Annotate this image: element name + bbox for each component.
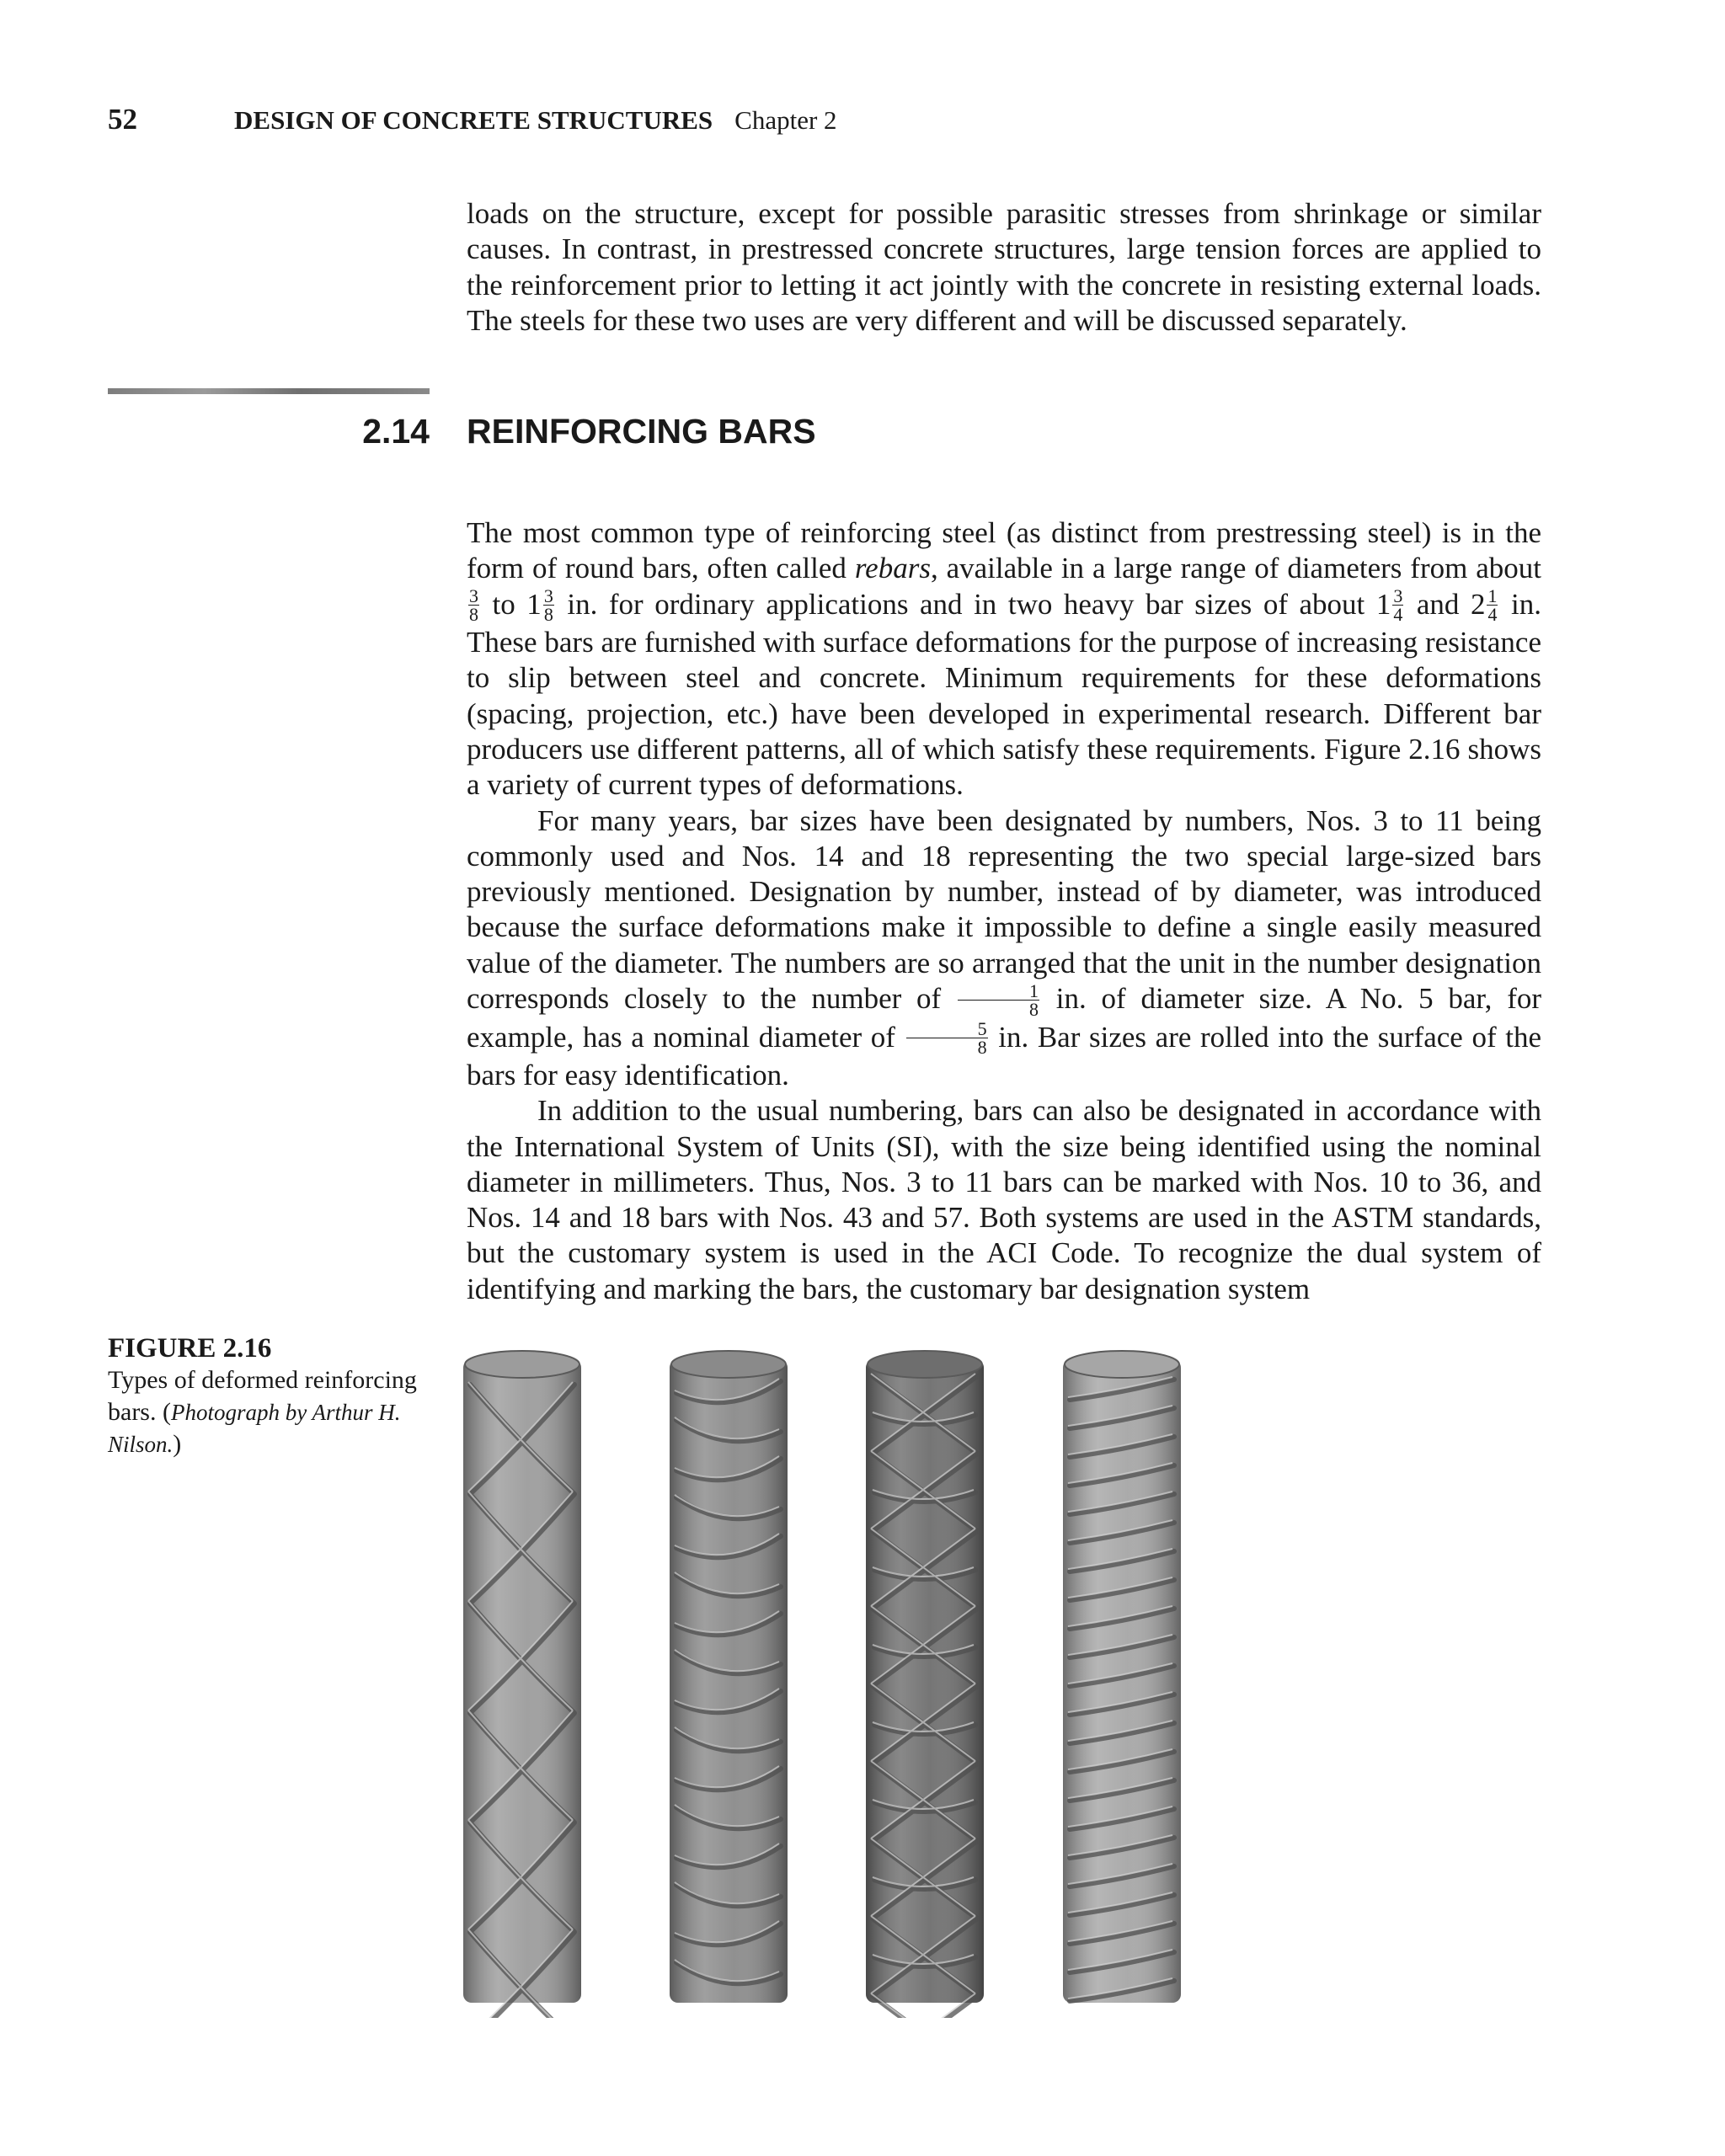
fraction-denominator: 4 <box>1393 604 1403 626</box>
fraction <box>1487 585 1498 626</box>
figure-credit: Photograph by Arthur H. Nilson. <box>108 1400 401 1457</box>
continuation-paragraph: loads on the structure, except for possible parasitic stresses from shrinkage or similar causes. In contrast, in prestressed concrete structures, large tension forces are applied to the reinforcement prior to letting it act jointly with the concrete in resisting external loads. The steels for these two uses are very different and will be discussed separately. <box>467 197 1541 337</box>
figure-caption <box>108 1332 428 1460</box>
fraction <box>543 585 554 626</box>
rebar-diamond <box>463 1351 581 2018</box>
chapter-label: Chapter 2 <box>734 105 837 135</box>
fraction-numerator: 5 <box>906 1020 988 1038</box>
text-run: in. for ordinary applications and in two heavy bar sizes of about 1 <box>555 587 1391 621</box>
text-run: The most common type of reinforcing steel (as distinct from prestressing steel) is in the form of round bars, often called <box>467 516 1541 585</box>
text-run: For many years, bar sizes have been designated by numbers, Nos. 3 to 11 being commonly used and Nos. 14 and 18 representing the two special large-sized bars previously mentioned. Designation by number, instead of by diameter, was introduced because the surface deformations make it impossible to define a single easily measured value of the diameter. The numbers are so arranged that the unit in the number designation corresponds closely to the number of <box>467 803 1541 1016</box>
fraction-denominator: 8 <box>1028 998 1039 1020</box>
section-number: 2.14 <box>362 412 430 451</box>
fraction <box>1392 585 1403 626</box>
book-title: DESIGN OF CONCRETE STRUCTURES <box>234 105 713 135</box>
paragraph-rebars <box>467 515 1541 803</box>
continuation-paragraph-block <box>467 196 1541 339</box>
fraction-numerator: 1 <box>1487 585 1498 607</box>
fraction <box>468 585 479 626</box>
section-title: REINFORCING BARS <box>467 412 816 451</box>
fraction-denominator: 4 <box>1487 604 1498 626</box>
text-run: in. Bar sizes are rolled into the surface of the bars for easy identification. <box>467 1020 1541 1091</box>
rebar-cross <box>866 1351 984 2018</box>
fraction-denominator: 8 <box>543 604 553 626</box>
fraction-denominator: 8 <box>469 604 478 626</box>
fraction-numerator: 3 <box>543 585 553 607</box>
text-run: in. These bars are furnished with surface deformations for the purpose of increasing resistance to slip between steel and concrete. Minimum requirements for these deformations (spacing, projection, etc.) have been developed in experimental research. Different bar producers use different patterns, all of which satisfy these requirements. Figure 2.16 shows a variety of current types of deformations. <box>467 587 1541 802</box>
page-number: 52 <box>108 103 137 136</box>
fraction <box>906 1017 988 1058</box>
fraction-numerator: 3 <box>1393 585 1403 607</box>
text-run: in. of diameter size. A No. 5 bar, for example, has a nominal diameter of <box>467 982 1542 1054</box>
text-run: and 2 <box>1405 587 1486 621</box>
fraction <box>958 979 1039 1020</box>
italic-term: rebars <box>854 552 931 585</box>
text-run: , available in a large range of diameters from about <box>930 552 1541 585</box>
running-head <box>108 103 1540 137</box>
rebar-spiral <box>1063 1351 1181 2003</box>
fraction-numerator: 3 <box>469 585 478 607</box>
rebar-photograph <box>463 1344 1196 2018</box>
paragraph-bar-sizes <box>467 803 1541 1094</box>
figure-caption-end: ) <box>173 1430 182 1458</box>
fraction-numerator: 1 <box>958 982 1039 1001</box>
section-rule <box>108 388 430 394</box>
figure-label: FIGURE 2.16 <box>108 1333 272 1364</box>
text-run: to 1 <box>481 587 542 621</box>
section-body <box>467 515 1541 1307</box>
rebar-chevron <box>670 1351 788 2003</box>
figure-caption-text: Types of deformed reinforcing bars. ( <box>108 1366 417 1426</box>
fraction-denominator: 8 <box>977 1036 987 1058</box>
paragraph-si-units: In addition to the usual numbering, bars can also be designated in accordance with the International System of Units (SI), with the size being identified using the nominal diameter in millimeters. Thus, Nos. 3 to 11 bars can be marked with Nos. 10 to 36, and Nos. 14 and 18 bars with Nos. 43 and 57. Both systems are used in the ASTM standards, but the customary system is used in the ACI Code. To recognize the dual system of identifying and marking the bars, the customary bar designation system <box>467 1094 1541 1305</box>
